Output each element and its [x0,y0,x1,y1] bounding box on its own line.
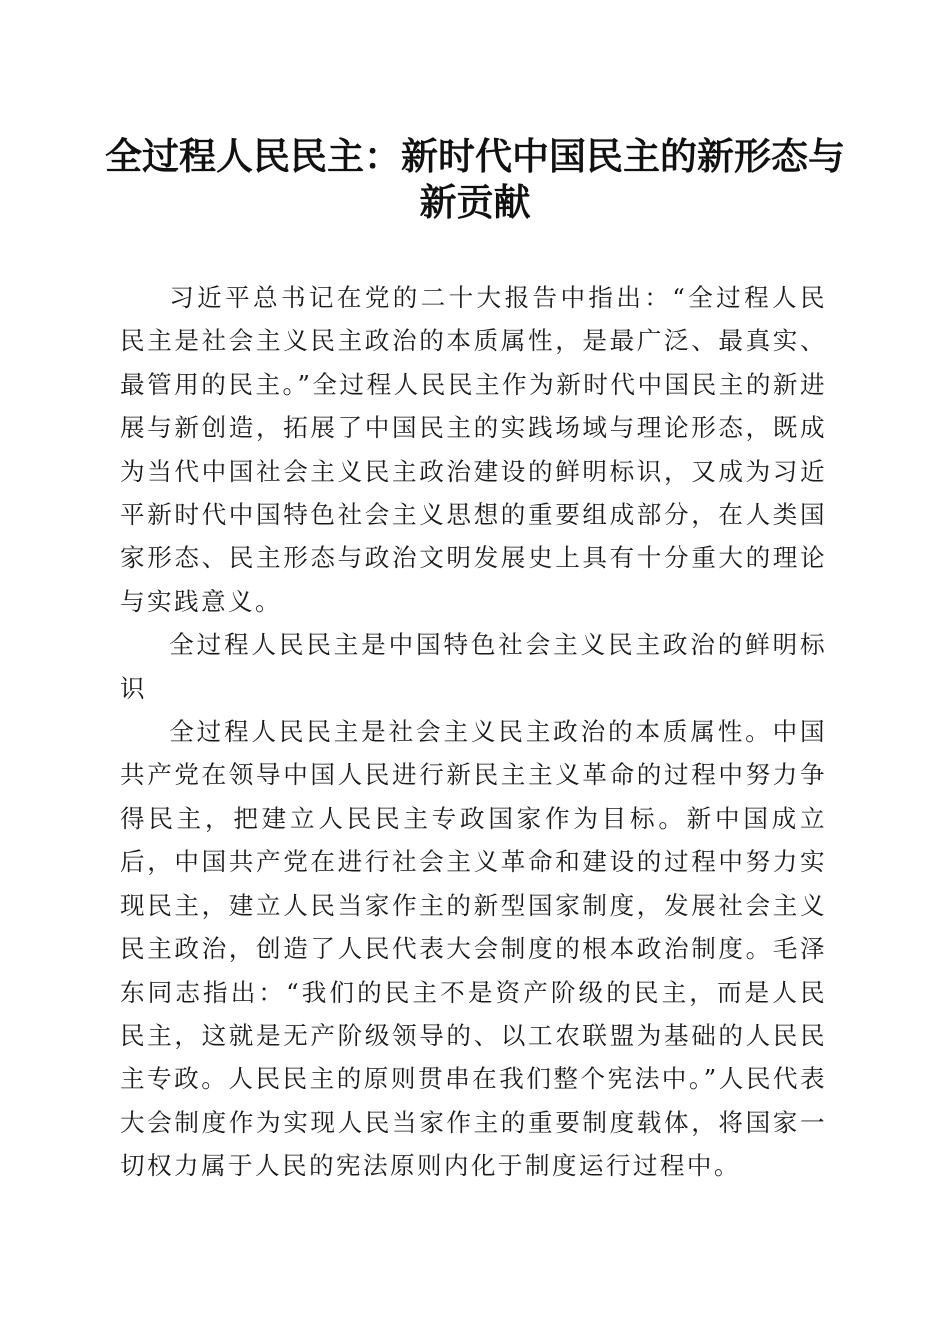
document-body [120,276,827,1188]
section-heading: 全过程人民民主是中国特色社会主义民主政治的鲜明标识 [120,630,827,703]
paragraph-intro: 习近平总书记在党的二十大报告中指出：“全过程人民民主是社会主义民主政治的本质属性，是最广泛、最真实、最管用的民主。”全过程人民民主作为新时代中国民主的新进展与新创造，拓展了中国民主的实践场域与理论形态，既成为当代中国社会主义民主政治建设的鲜明标识，又成为习近平新时代中国特色社会主义思想的重要组成部分，在人类国家形态、民主形态与政治文明发展史上具有十分重大的理论与实践意义。 [120,283,827,616]
paragraph-body: 全过程人民民主是社会主义民主政治的本质属性。中国共产党在领导中国人民进行新民主主义革命的过程中努力争得民主，把建立人民民主专政国家作为目标。新中国成立后，中国共产党在进行社会主义革命和建设的过程中努力实现民主，建立人民当家作主的新型国家制度，发展社会主义民主政治，创造了人民代表大会制度的根本政治制度。毛泽东同志指出：“我们的民主不是资产阶级的民主，而是人民民主，这就是无产阶级领导的、以工农联盟为基础的人民民主专政。人民民主的原则贯串在我们整个宪法中。”人民代表大会制度作为实现人民当家作主的重要制度载体，将国家一切权力属于人民的宪法原则内化于制度运行过程中。 [120,717,827,1181]
document-title: 全过程人民民主：新时代中国民主的新形态与新贡献 [105,134,845,224]
